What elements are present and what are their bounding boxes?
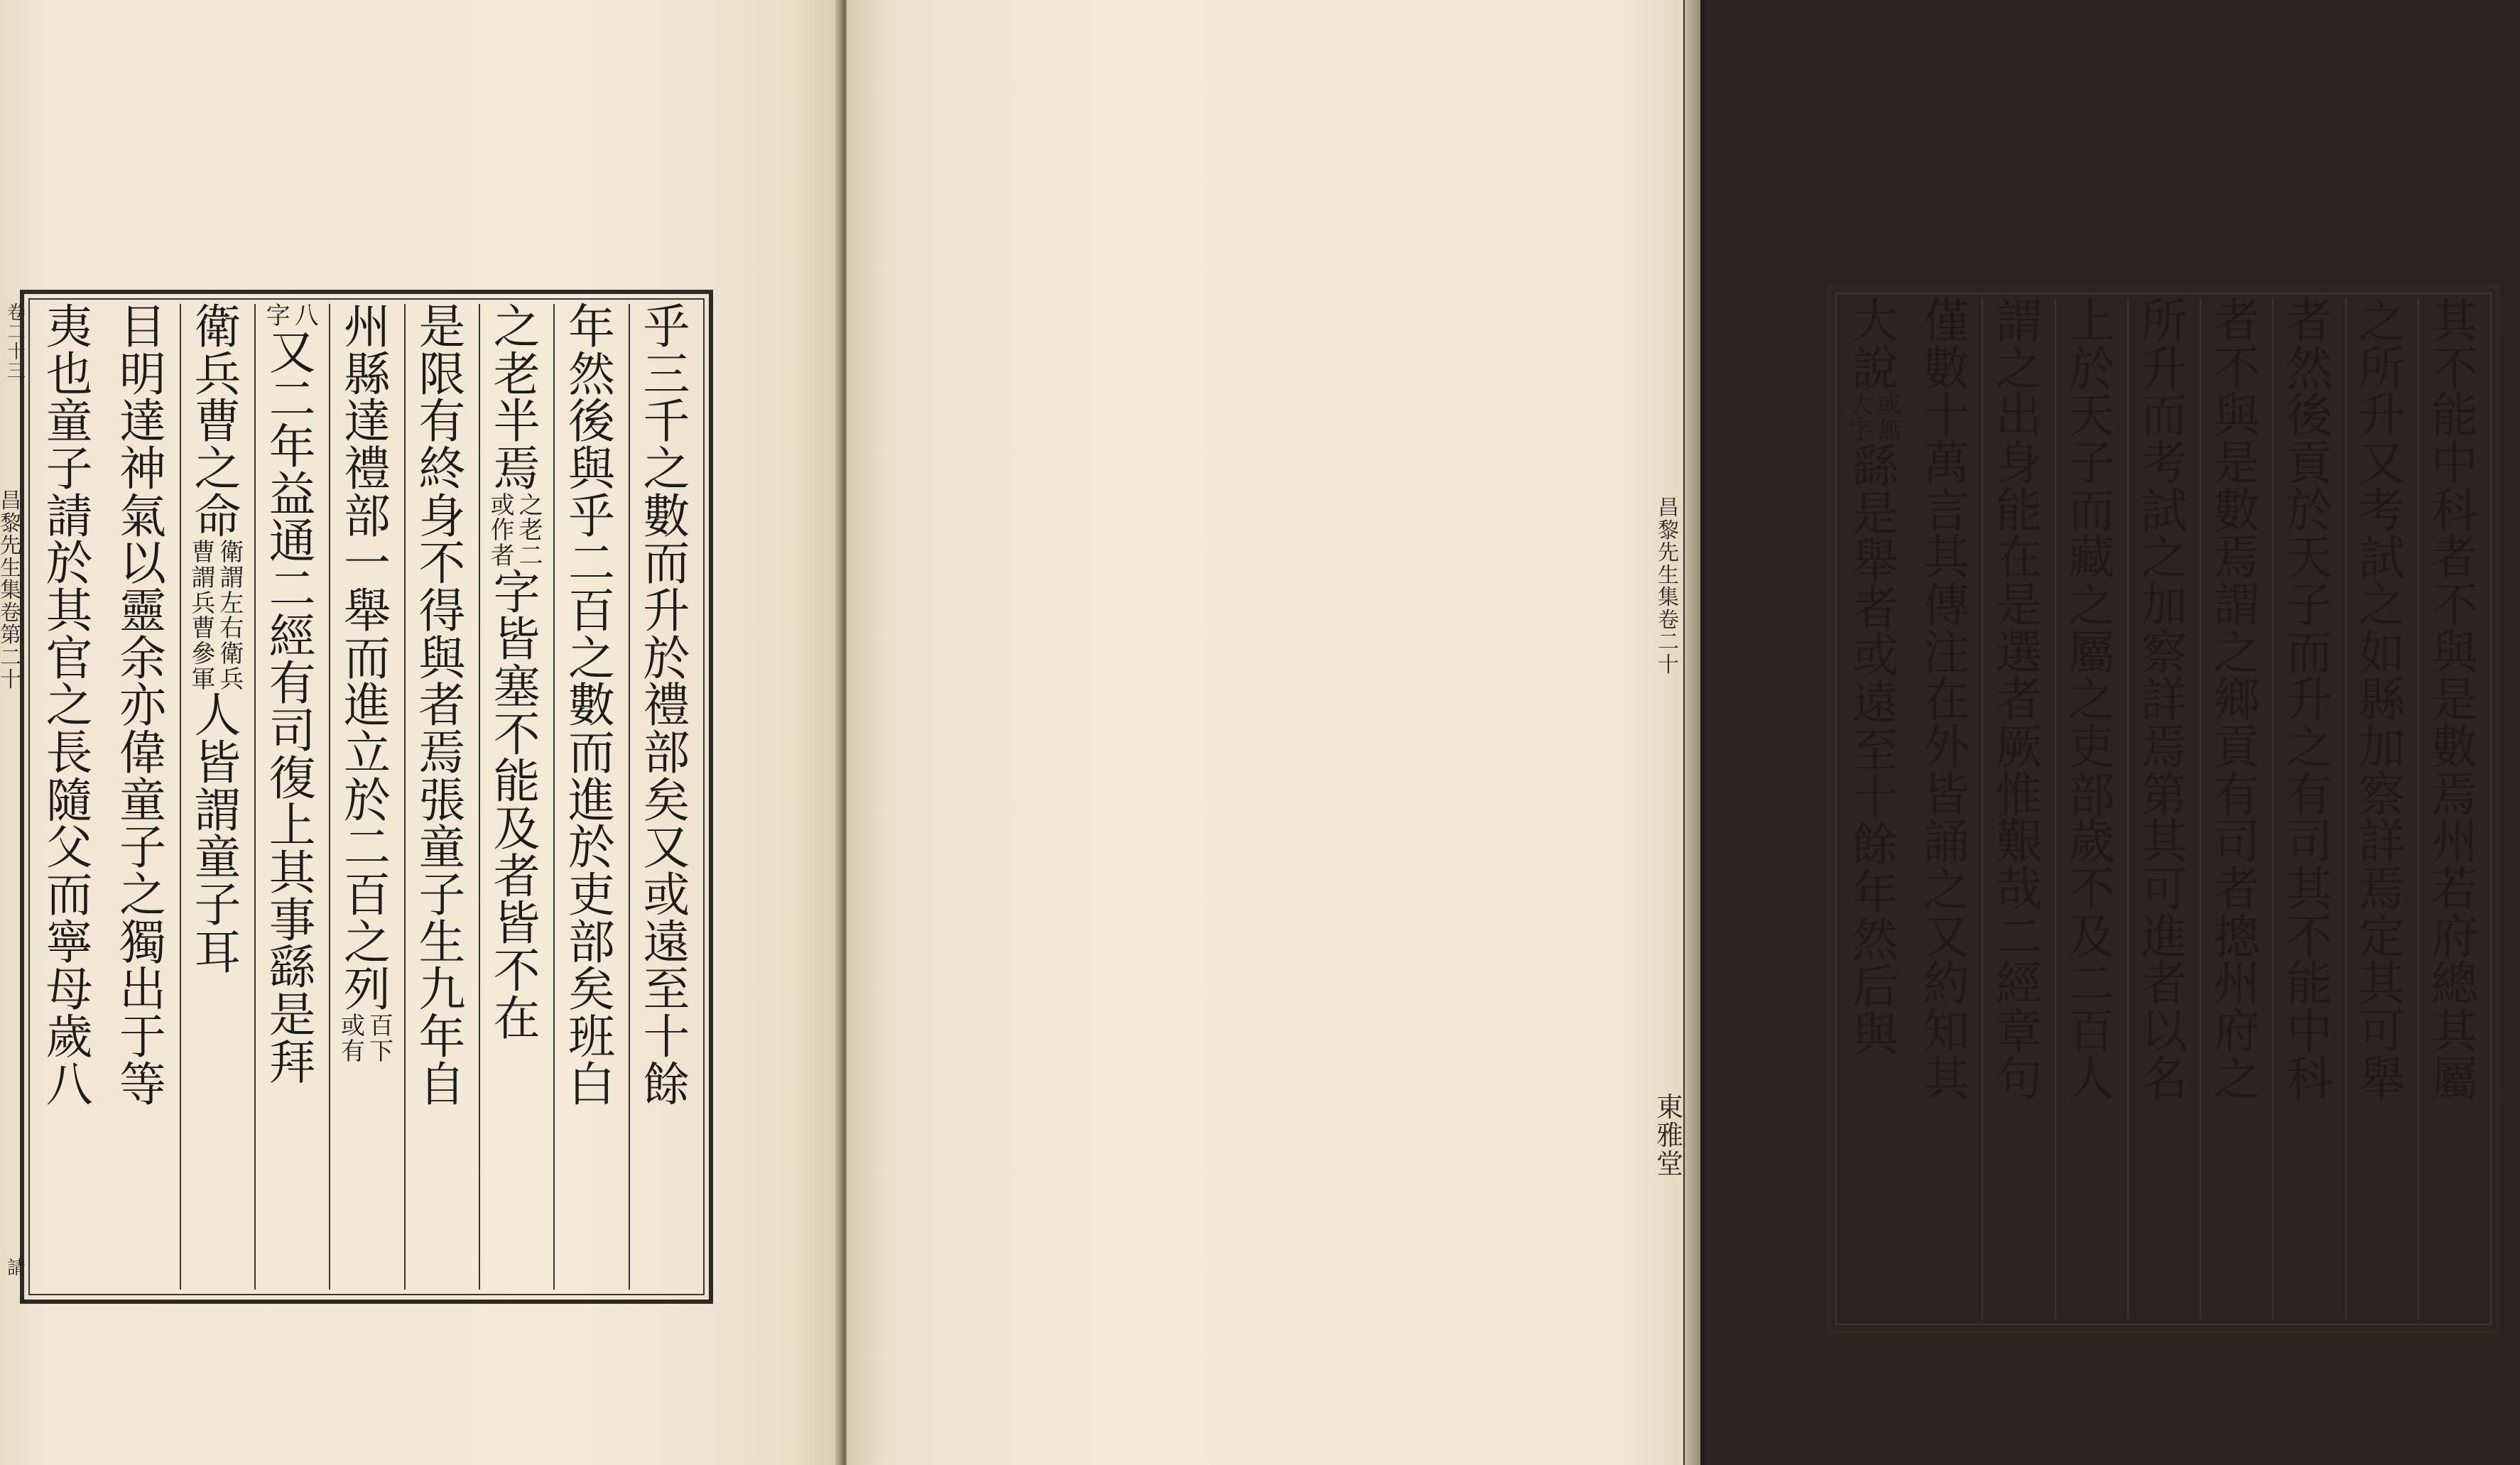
annotation-note: 百下 或有 bbox=[341, 1011, 393, 1066]
text-column-3: 者 然 後 貢 於 天 子 而 升 之 有 司 其 不 能 中 科 bbox=[2274, 298, 2346, 1319]
gutter-title: 昌黎先生集卷第二十 bbox=[0, 489, 21, 692]
text-column-6: 上 於 天 子 而 藏 之 屬 之 吏 部 歲 不 及 二 百 人 bbox=[2056, 298, 2129, 1319]
gutter-title-right: 昌黎先生集卷二十 bbox=[1658, 496, 1679, 677]
annotation-note: 之老二 或作者 bbox=[490, 491, 543, 570]
annotation-note: 或無 大字 bbox=[1849, 391, 1902, 445]
page-edge bbox=[1683, 0, 1705, 1465]
left-frame-gutter-bottom: 請 bbox=[7, 1257, 26, 1279]
text-column-7: 衛 兵 曹 之 命 衛謂左右衛兵 曹謂兵曹參軍 人 皆 謂 童 子 耳 bbox=[181, 304, 256, 1290]
text-column-3: 之 老 半 焉 之老二 或作者 字 皆 塞 不 能 及 者 皆 不 在 bbox=[480, 304, 555, 1290]
text-column-1: 其 不 能 中 科 者 不 與 是 數 焉 州 若 府 總 其 屬 bbox=[2419, 298, 2492, 1319]
text-column-2: 之 所 升 又 考 試 之 如 縣 加 察 詳 焉 定 其 可 舉 bbox=[2347, 298, 2419, 1319]
left-frame-gutter: 卷二十三 bbox=[7, 303, 26, 382]
text-column-1: 乎 三 千 之 數 而 升 於 禮 部 矣 又 或 遠 至 十 餘 bbox=[630, 304, 705, 1290]
right-frame-page-number: 三 bbox=[2499, 1089, 2520, 1114]
text-column-5: 州 縣 達 禮 部 一 舉 而 進 立 於 二 百 之 列 百下 或有 bbox=[330, 304, 405, 1290]
right-page bbox=[847, 0, 2520, 1465]
text-column-8: 目 明 達 神 氣 以 靈 余 亦 偉 童 子 之 獨 出 于 等 bbox=[106, 304, 180, 1290]
left-page bbox=[0, 0, 840, 1465]
gutter-publisher-right: 東雅堂 bbox=[1656, 1091, 1684, 1180]
text-column-5: 所 升 而 考 試 之 加 察 詳 焉 第 其 可 進 者 以 名 bbox=[2129, 298, 2201, 1319]
annotation-note: 八 字 bbox=[266, 302, 319, 330]
text-column-9: 夷 也 童 子 請 於 其 官 之 長 隨 父 而 寧 母 歲 八 bbox=[45, 300, 93, 1112]
text-column-9: 大 說 或無 大字 繇 是 舉 者 或 遠 至 十 餘 年 然 后 與 bbox=[1840, 298, 1911, 1319]
right-text-frame bbox=[1827, 284, 2520, 1334]
text-column-4: 者 不 與 是 數 焉 謂 之 鄉 貢 有 司 者 摠 州 府 之 bbox=[2201, 298, 2274, 1319]
text-column-6: 八 字 又 二 年 益 通 二 經 有 司 復 上 其 事 繇 是 拜 bbox=[256, 304, 330, 1290]
text-column-2: 年 然 後 與 乎 二 百 之 數 而 進 於 吏 部 矣 班 白 bbox=[555, 304, 629, 1290]
annotation-note: 衛謂左右衛兵 曹謂兵曹參軍 bbox=[191, 538, 244, 694]
text-column-4: 是 限 有 終 身 不 得 與 者 焉 張 童 子 生 九 年 自 bbox=[406, 304, 480, 1290]
text-column-8: 僅 數 十 萬 言 其 傳 注 在 外 皆 誦 之 又 約 知 其 bbox=[1911, 298, 1983, 1319]
text-column-7: 謂 之 出 身 能 在 是 選 者 厥 惟 艱 哉 二 經 章 句 bbox=[1983, 298, 2055, 1319]
right-frame-gutter: 小六 bbox=[2499, 297, 2518, 338]
